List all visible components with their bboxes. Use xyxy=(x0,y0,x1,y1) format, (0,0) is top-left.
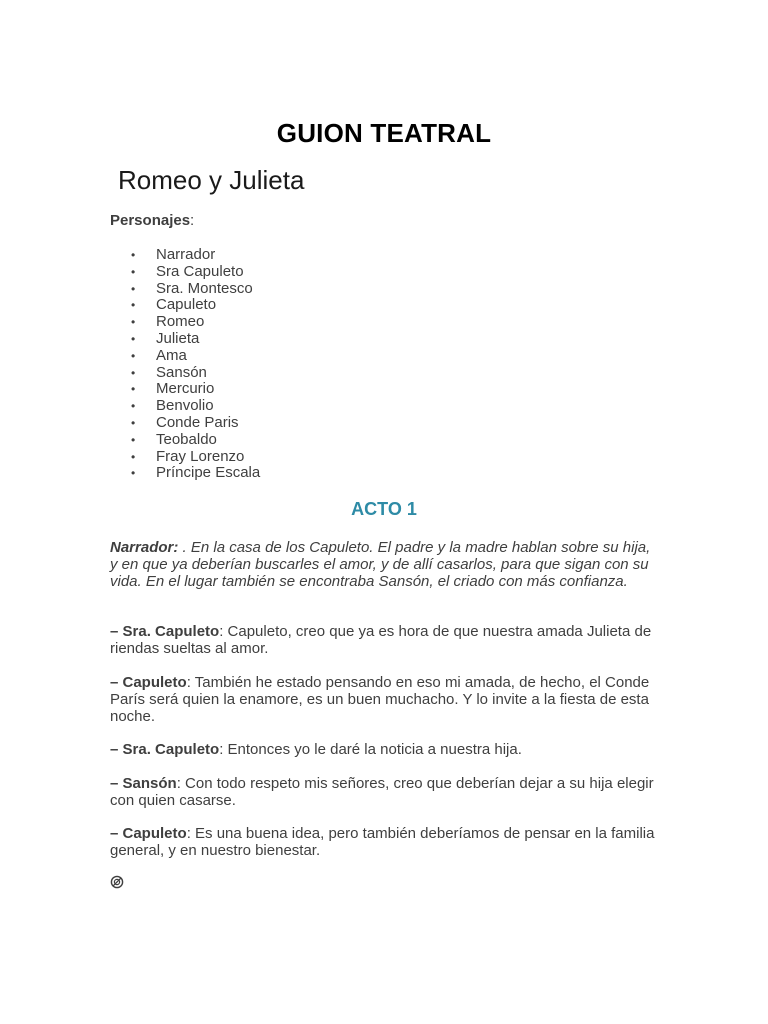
dialogue-text: : Entonces yo le daré la noticia a nuestra hija. xyxy=(219,741,522,758)
speaker-name: – Capuleto xyxy=(110,825,187,842)
characters-label: Personajes xyxy=(110,212,191,229)
character-item: • Capuleto xyxy=(110,297,260,314)
speaker-name: – Sra. Capuleto xyxy=(110,623,220,640)
character-item: • Sansón xyxy=(110,365,260,382)
character-item: • Sra. Montesco xyxy=(110,281,260,298)
speaker-name: Narrador: xyxy=(110,539,179,556)
no-entry-circle-icon xyxy=(110,875,124,889)
act-heading: ACTO 1 xyxy=(351,499,417,519)
character-item: • Conde Paris xyxy=(110,415,260,432)
speaker-name: – Sansón xyxy=(110,775,177,792)
character-item: • Narrador xyxy=(110,247,260,264)
dialogue-text: . En la casa de los Capuleto. El padre y la madre hablan sobre su hija, y en que ya deberían buscarles el amor, y de allí casarlos, para que sigan con su vida. En el lugar también se encontraba Sansón, el criado con más confianza. xyxy=(110,539,651,590)
character-item: • Romeo xyxy=(110,314,260,331)
dialogue-line xyxy=(110,741,655,758)
character-item: • Benvolio xyxy=(110,398,260,415)
dialogue-text: : Es una buena idea, pero también deberíamos de pensar en la familia general, y en nuestro bienestar. xyxy=(110,825,655,859)
character-item: • Fray Lorenzo xyxy=(110,449,260,466)
characters-label-suffix: : xyxy=(190,212,195,229)
dialogue-line xyxy=(110,775,655,809)
speaker-name: – Sra. Capuleto xyxy=(110,741,220,758)
character-item: • Julieta xyxy=(110,331,260,348)
dialogue-line xyxy=(110,674,655,725)
dialogue-text: : También he estado pensando en eso mi amada, de hecho, el Conde París será quien la enamore, es un buen muchacho. Y lo invite a la fiesta de esta noche. xyxy=(110,674,650,725)
character-item: • Teobaldo xyxy=(110,432,260,449)
character-item: • Príncipe Escala xyxy=(110,465,260,482)
dialogue-line xyxy=(110,623,655,657)
characters-heading xyxy=(110,212,194,229)
speaker-name: – Capuleto xyxy=(110,674,187,691)
document-title: GUION TEATRAL xyxy=(276,118,492,148)
dialogue-text: : Con todo respeto mis señores, creo que deberían dejar a su hija elegir con quien casarse. xyxy=(110,775,654,809)
character-item: • Ama xyxy=(110,348,260,365)
character-item: • Sra Capuleto xyxy=(110,264,260,281)
character-item: • Mercurio xyxy=(110,381,260,398)
dialogue-text: : Capuleto, creo que ya es hora de que nuestra amada Julieta de riendas sueltas al amor. xyxy=(110,623,652,657)
narration-paragraph xyxy=(110,539,655,590)
document-subtitle: Romeo y Julieta xyxy=(118,165,305,195)
dialogue-line xyxy=(110,825,655,859)
characters-list xyxy=(110,247,260,482)
